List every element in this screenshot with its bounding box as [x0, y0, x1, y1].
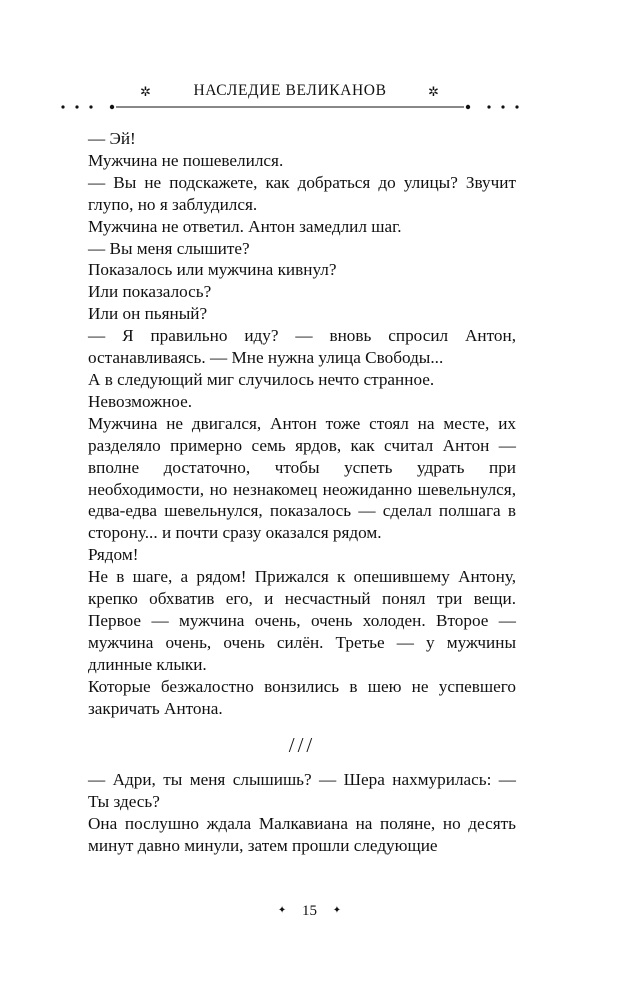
paragraph: А в следующий миг случилось нечто странное.	[88, 369, 435, 389]
paragraph: Рядом!	[88, 545, 139, 565]
running-title: НАСЛЕДИЕ ВЕЛИКАНОВ	[193, 82, 387, 99]
paragraph: Мужчина не двигался, Антон тоже стоял на месте, их разделяло примерно семь ярдов, как считал Антон — вполне достаточно, чтобы успеть удрать при необходимости, но незнакомец неожиданно шевельнулся, едва-едва шевельнулся, показалось — сделал полшага в сторону... и почти сразу оказался рядом.	[88, 413, 516, 543]
section-separator: ///	[288, 733, 316, 758]
paragraph: — Вы не подскажете, как добраться до улицы? Звучит глупо, но я заблудился.	[88, 172, 516, 214]
paragraph: Или показалось?	[88, 282, 212, 302]
header-ornament-left-icon: ✲	[140, 84, 151, 99]
header-ornament-right-icon: ✲	[428, 84, 439, 99]
page-number: 15	[302, 903, 317, 919]
paragraph: Не в шаге, а рядом! Прижался к опешившему Антону, крепко обхватив его, и несчастный понял три вещи. Первое — мужчина очень, очень холоден. Второе — мужчина очень, очень силён. Третье — у мужчины длинные клыки.	[88, 567, 516, 674]
paragraph: Которые безжалостно вонзились в шею не успевшего закричать Антона.	[88, 676, 516, 718]
page-footer	[0, 903, 619, 920]
paragraph: — Адри, ты меня слышишь? — Шера нахмурилась: — Ты здесь?	[88, 770, 516, 812]
paragraph: — Эй!	[88, 129, 136, 148]
footer-star-right-icon: ✦	[332, 905, 342, 916]
paragraph: Невозможное.	[88, 391, 193, 411]
page-body-text	[88, 128, 516, 857]
header-dotted-rule	[60, 102, 520, 112]
paragraph: — Вы меня слышите?	[88, 238, 250, 258]
paragraph: Мужчина не ответил. Антон замедлил шаг.	[88, 216, 402, 236]
paragraph: Показалось или мужчина кивнул?	[88, 260, 337, 280]
paragraph: — Я правильно иду? — вновь спросил Антон, останавливаясь. — Мне нужна улица Свободы...	[88, 326, 516, 368]
paragraph: Она послушно ждала Малкавиана на поляне, но десять минут давно минули, затем прошли следующие	[88, 814, 516, 856]
paragraph: Мужчина не пошевелился.	[88, 150, 284, 170]
paragraph: Или он пьяный?	[88, 304, 208, 324]
running-header	[60, 80, 520, 114]
footer-star-left-icon: ✦	[277, 905, 287, 916]
